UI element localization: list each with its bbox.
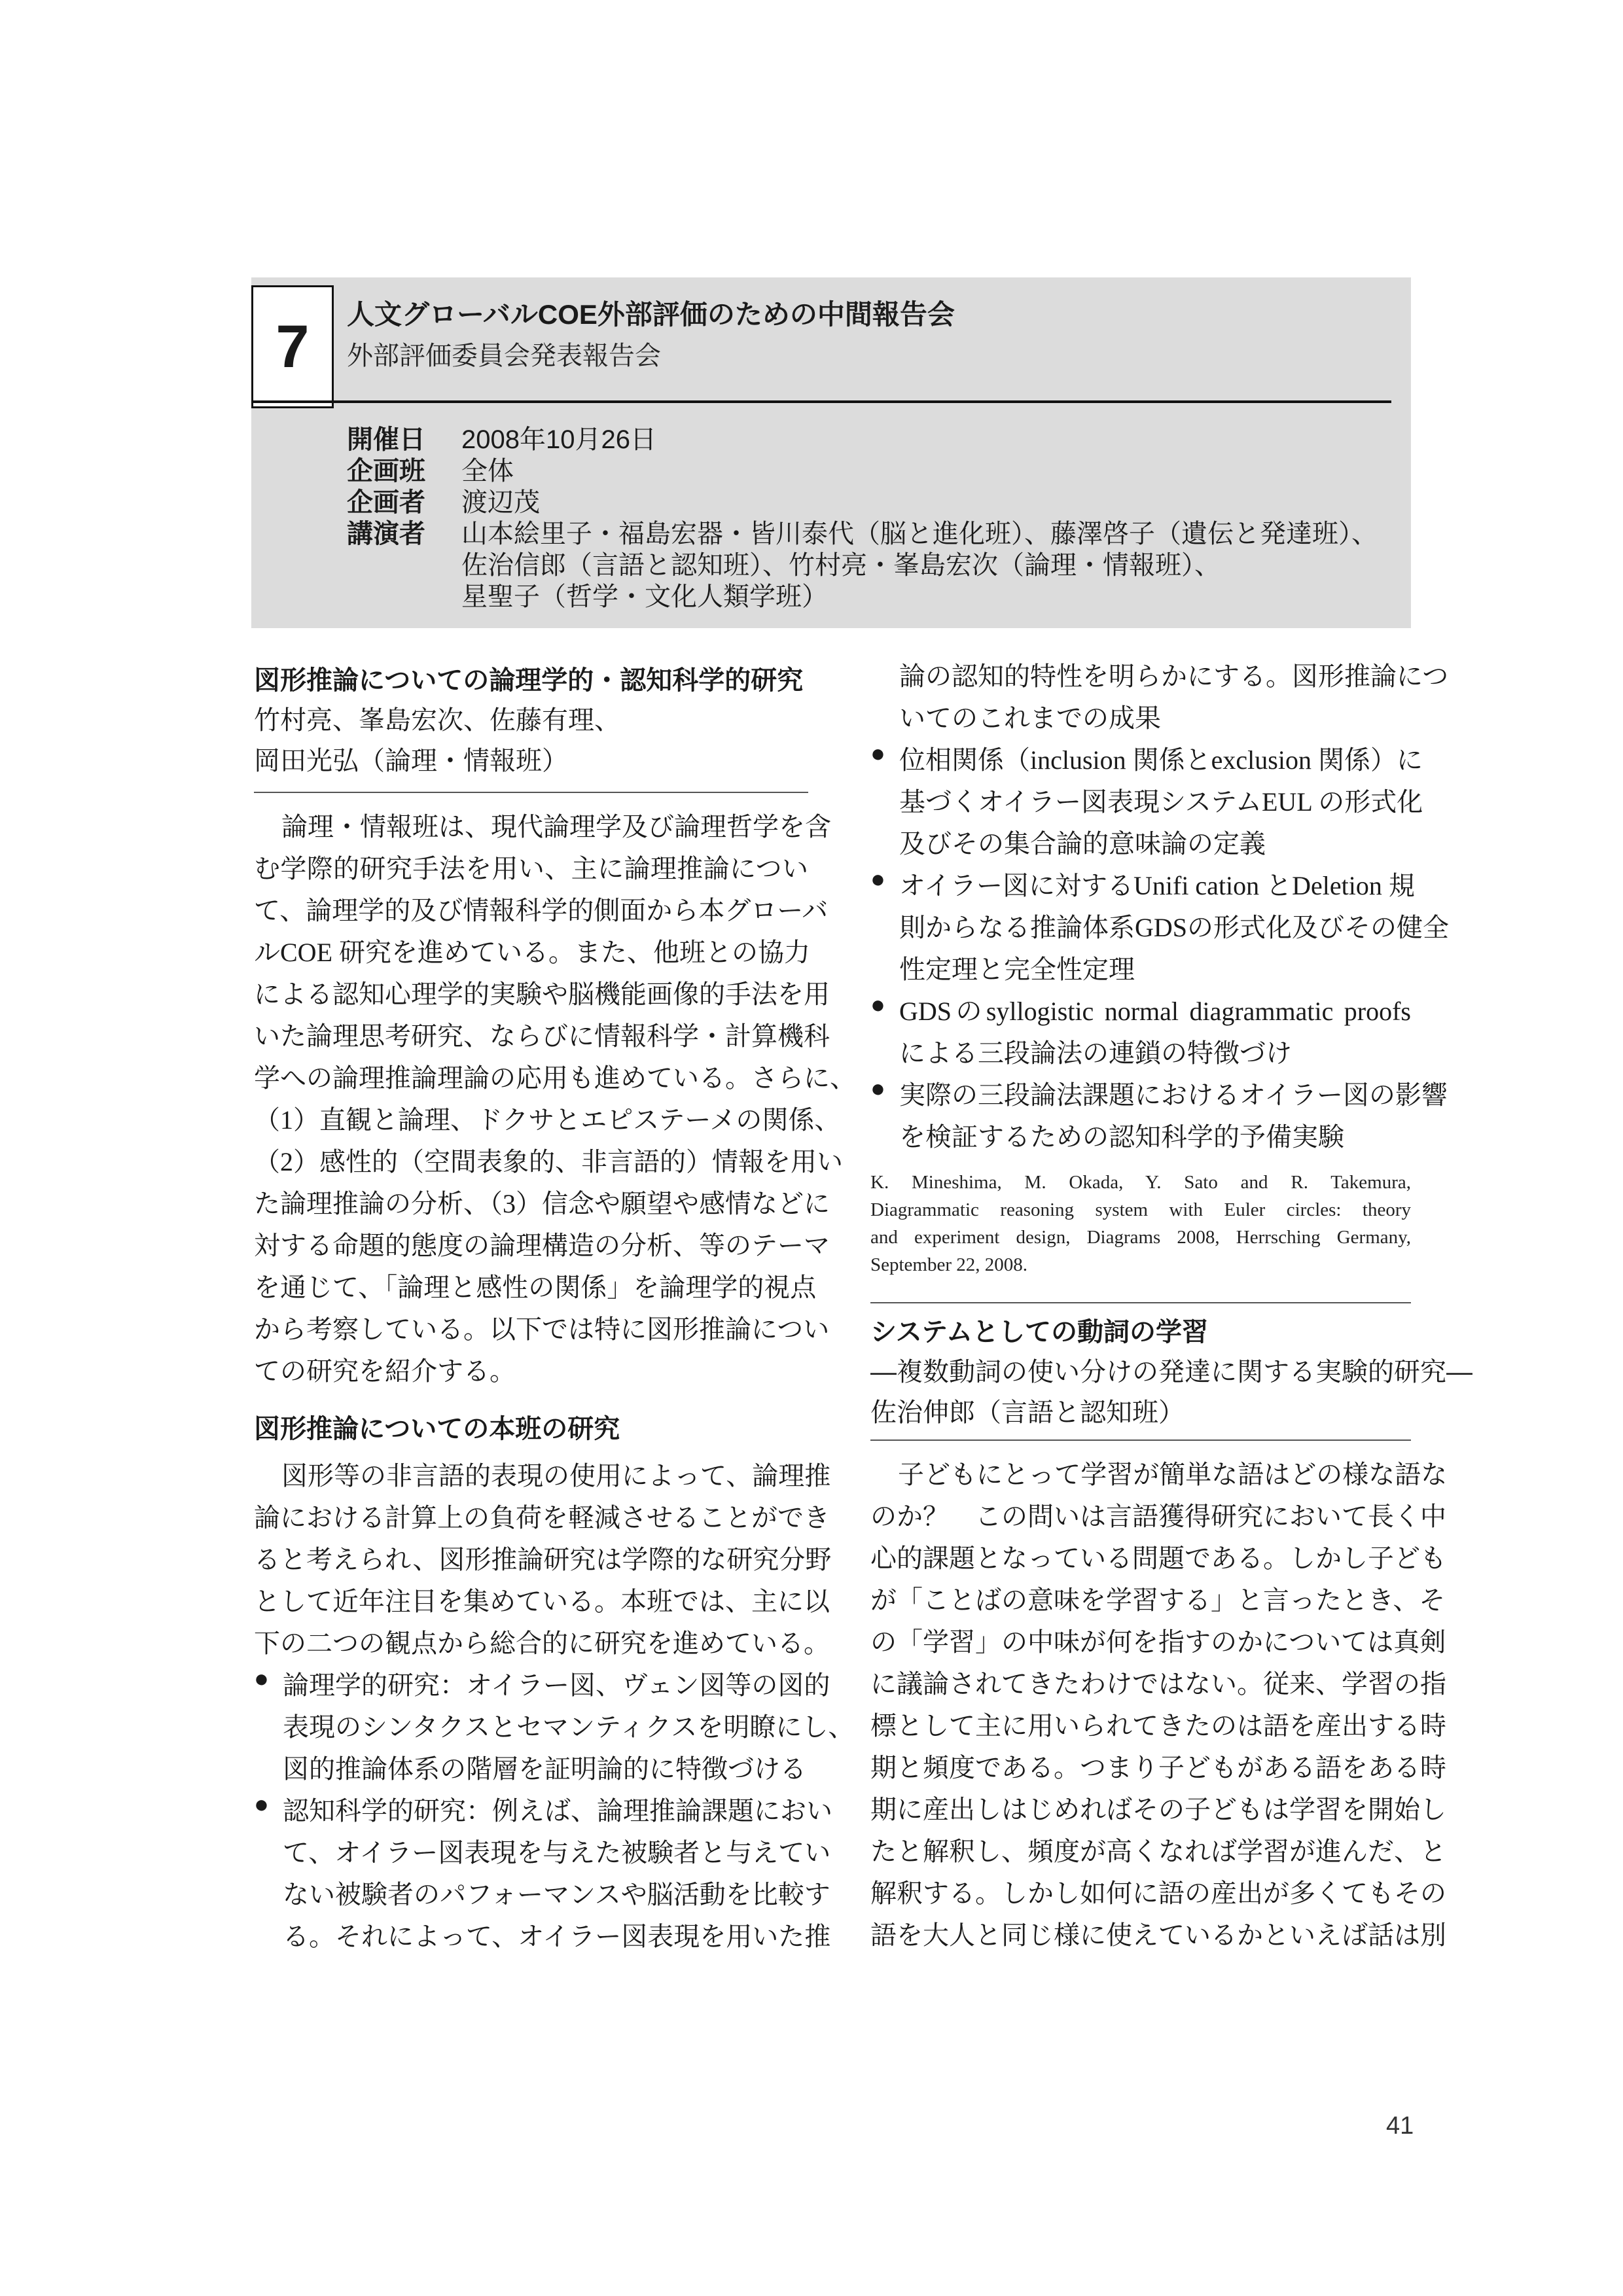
body-text-line: 心的課題となっている問題である。しかし子ども — [870, 1544, 1446, 1573]
bullet-text-line: 図的推論体系の階層を証明論的に特徴づける — [283, 1754, 806, 1784]
body-text-line: 解釈する。しかし如何に語の産出が多くてもその — [870, 1879, 1446, 1908]
body-text-line: として近年注目を集めている。本班では、主に以 — [254, 1587, 830, 1616]
bullet-text-line: て、オイラー図表現を与えた被験者と与えてい — [283, 1838, 831, 1867]
info-value: 全体 — [461, 457, 514, 486]
body-text-line: による認知心理学的実験や脳機能画像的手法を用 — [254, 980, 830, 1009]
page-number: 41 — [1386, 2112, 1414, 2140]
body-text-line: む学際的研究手法を用い、主に論理推論につい — [254, 854, 808, 883]
bullet-icon: ● — [254, 1665, 269, 1693]
bullet-text-line: GDSのsyllogistic normal diagrammatic proofs — [899, 997, 1411, 1026]
section-heading: 図形推論についての論理学的・認知科学的研究 — [254, 666, 804, 695]
info-label: 企画班 — [347, 457, 425, 486]
bullet-text-line: 認知科学的研究：例えば、論理推論課題におい — [283, 1796, 832, 1826]
bullet-item — [870, 739, 1423, 865]
body-text-line: に議論されてきたわけではない。従来、学習の指 — [870, 1669, 1446, 1699]
bullet-icon: ● — [870, 991, 885, 1019]
body-text-line: た論理推論の分析、（3）信念や願望や感情などに — [254, 1189, 830, 1218]
info-value: 山本絵里子・福島宏器・皆川泰代（脳と進化班）、藤澤啓子（遺伝と発達班）、 — [461, 520, 1378, 548]
section-heading: 図形推論についての本班の研究 — [254, 1415, 620, 1443]
bullet-text-line: オイラー図に対するUnifi cation とDeletion 規 — [899, 871, 1415, 900]
section-subtitle: ―複数動詞の使い分けの発達に関する実験的研究― — [870, 1358, 1472, 1386]
body-text-line: て、論理学的及び情報科学的側面から本グローバ — [254, 896, 829, 925]
reference-line: and experiment design, Diagrams 2008, Herrsching Germany, — [870, 1227, 1411, 1248]
bullet-text-line: 性定理と完全性定理 — [899, 955, 1135, 984]
bullet-icon: ● — [870, 866, 885, 893]
body-text-line: 論の認知的特性を明らかにする。図形推論につ — [899, 662, 1449, 691]
section-heading: システムとしての動詞の学習 — [870, 1318, 1208, 1347]
body-text-line: いた論理思考研究、ならびに情報科学・計算機科 — [254, 1021, 830, 1051]
body-text-line: （2）感性的（空間表象的、非言語的）情報を用い — [254, 1147, 843, 1176]
reference — [870, 1169, 1411, 1279]
section-number: 7 — [251, 285, 334, 408]
body-text-line: いてのこれまでの成果 — [899, 703, 1161, 733]
body-text-line: ルCOE 研究を進めている。また、他班との協力 — [254, 938, 810, 967]
body-text-line: たと解釈し、頻度が高くなれば学習が進んだ、と — [870, 1837, 1446, 1866]
reference-line: K. Mineshima, M. Okada, Y. Sato and R. Takemura, — [870, 1172, 1411, 1193]
bullet-text-line: 位相関係（inclusion 関係とexclusion 関係）に — [899, 745, 1423, 775]
body-text-line: 標として主に用いられてきたのは語を産出する時 — [870, 1711, 1446, 1740]
body-text-line: 論理・情報班は、現代論理学及び論理哲学を含 — [281, 812, 831, 841]
body-text-line: から考察している。以下では特に図形推論につい — [254, 1315, 830, 1344]
right-column — [870, 656, 1472, 1956]
bullet-item — [254, 1665, 855, 1790]
left-column — [254, 661, 856, 1958]
body-text-line: 期と頻度である。つまり子どもがある語をある時 — [870, 1753, 1446, 1782]
reference-line: Diagrammatic reasoning system with Euler circles: theory — [870, 1199, 1411, 1220]
bullet-text-line: 実際の三段論法課題におけるオイラー図の影響 — [899, 1080, 1448, 1110]
bullet-item — [870, 865, 1450, 991]
bullet-icon: ● — [870, 1075, 885, 1103]
info-label: 講演者 — [347, 520, 425, 548]
bullet-text-line: 則からなる推論体系GDSの形式化及びその健全 — [899, 913, 1450, 942]
info-value: 佐治信郎（言語と認知班）、竹村亮・峯島宏次（論理・情報班）、 — [461, 551, 1221, 580]
bullet-text-line: を検証するための認知科学的予備実験 — [899, 1122, 1344, 1152]
body-text-line: ての研究を紹介する。 — [254, 1356, 516, 1386]
info-value: 渡辺茂 — [461, 488, 540, 517]
body-text-line: 論における計算上の負荷を軽減させることができ — [254, 1503, 830, 1532]
bullet-item — [870, 1074, 1448, 1158]
header-divider — [251, 400, 1391, 403]
bullet-text-line: 表現のシンタクスとセマンティクスを明瞭にし、 — [283, 1712, 855, 1742]
bullet-item — [254, 1790, 832, 1958]
info-values — [461, 513, 1378, 611]
bullet-text-line: による三段論法の連鎖の特徴づけ — [899, 1038, 1292, 1068]
body-text-line: 期に産出しはじめればその子どもは学習を開始し — [870, 1795, 1446, 1824]
author-line: 佐治伸郎（言語と認知班） — [870, 1398, 1185, 1427]
event-subtitle: 外部評価委員会発表報告会 — [347, 342, 661, 370]
bullet-item — [870, 991, 1411, 1074]
body-text-line: ると考えられ、図形推論研究は学際的な研究分野 — [254, 1545, 832, 1574]
bullet-icon: ● — [254, 1791, 269, 1818]
reference-line: September 22, 2008. — [870, 1254, 1028, 1275]
body-text-line: のか？ この問いは言語獲得研究において長く中 — [870, 1502, 1446, 1531]
info-label: 企画者 — [347, 488, 425, 517]
author-line: 竹村亮、峯島宏次、佐藤有理、 — [254, 705, 620, 735]
body-text-line: が「ことばの意味を学習する」と言ったとき、そ — [870, 1585, 1446, 1615]
bullet-text-line: る。それによって、オイラー図表現を用いた推 — [283, 1922, 831, 1951]
info-label: 開催日 — [347, 425, 425, 454]
body-text-line: の「学習」の中味が何を指すのかについては真剣 — [870, 1627, 1446, 1657]
bullet-text-line: 基づくオイラー図表現システムEUL の形式化 — [899, 787, 1423, 817]
info-row — [347, 513, 1378, 611]
bullet-icon: ● — [870, 740, 885, 768]
body-text-line: を通じて、「論理と感性の関係」を論理学的視点 — [254, 1273, 817, 1302]
author-line: 岡田光弘（論理・情報班） — [254, 746, 568, 775]
bullet-text-line: 論理学的研究：オイラー図、ヴェン図等の図的 — [283, 1670, 830, 1700]
body-text-line: 下の二つの観点から総合的に研究を進めている。 — [254, 1629, 830, 1658]
body-text-line: 学への論理推論理論の応用も進めている。さらに、 — [254, 1063, 856, 1093]
event-title: 人文グローバルCOE外部評価のための中間報告会 — [347, 299, 955, 330]
bullet-text-line: 及びその集合論的意味論の定義 — [899, 829, 1266, 858]
body-text-line: 対する命題的態度の論理構造の分析、等のテーマ — [254, 1231, 830, 1260]
bullet-continuation — [870, 656, 1449, 739]
bullet-text-line: ない被験者のパフォーマンスや脳活動を比較す — [283, 1880, 830, 1909]
body-text-line: 語を大人と同じ様に使えているかといえば話は別 — [870, 1920, 1446, 1950]
body-text-line: 子どもにとって学習が簡単な語はどの様な語な — [898, 1460, 1448, 1489]
info-value: 星聖子（哲学・文化人類学班） — [461, 582, 828, 611]
info-value: 2008年10月26日 — [461, 425, 656, 454]
body-text-line: 図形等の非言語的表現の使用によって、論理推 — [281, 1461, 831, 1491]
body-text-line: （1）直観と論理、ドクサとエピステーメの関係、 — [254, 1105, 841, 1135]
